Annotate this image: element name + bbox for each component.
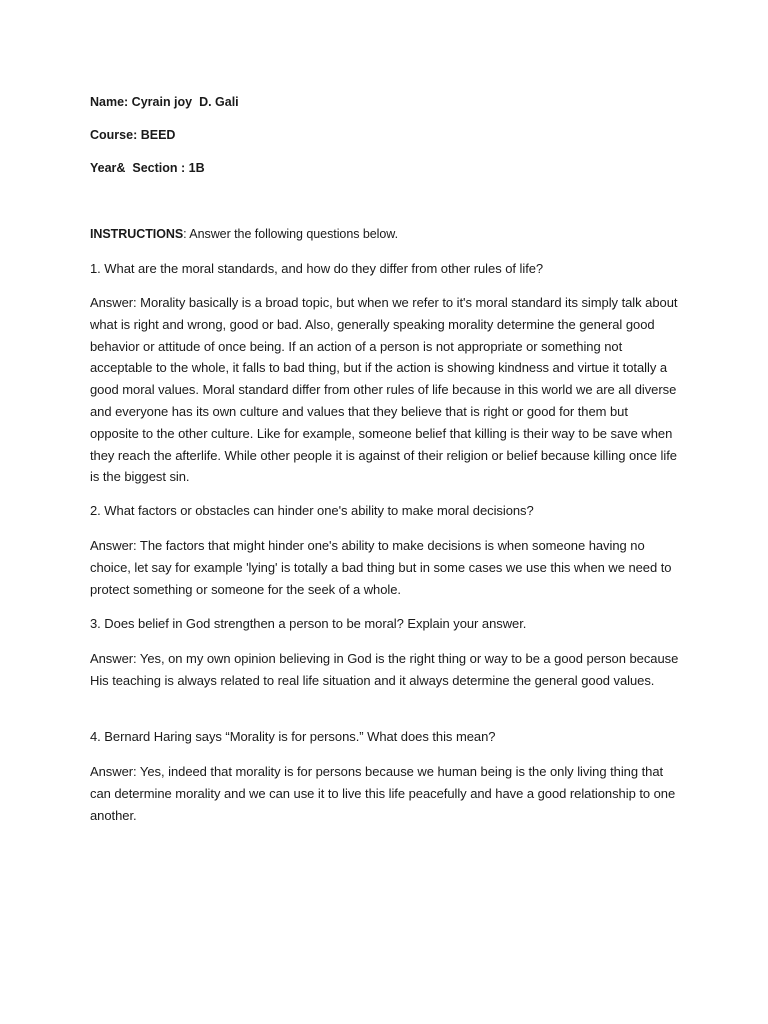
answer-3: Answer: Yes, on my own opinion believing in God is the right thing or way to be a good person because His teaching is always related to real life situation and it always determine the general good values. xyxy=(90,651,679,688)
question-4: 4. Bernard Haring says “Morality is for persons.” What does this mean? xyxy=(90,729,496,744)
student-year-section: Year& Section : 1B xyxy=(90,161,205,175)
answer-2: Answer: The factors that might hinder one's ability to make decisions is when someone having no choice, let say for example 'lying' is totally a bad thing but in some cases we use this when we need to protect something or someone for the seek of a whole. xyxy=(90,538,672,597)
answer-4: Answer: Yes, indeed that morality is for persons because we human being is the only living thing that can determine morality and we can use it to live this life peacefully and have a good relationship to one another. xyxy=(90,764,676,823)
answer-1: Answer: Morality basically is a broad topic, but when we refer to it's moral standard its simply talk about what is right and wrong, good or bad. Also, generally speaking morality determine the general good behavior or attitude of once being. If an action of a person is not appropriate or something not acceptable to the whole, it falls to bad thing, but if the action is showing kindness and virtue it totally a good moral values. Moral standard differ from other rules of life because in this world we are all diverse and everyone has its own culture and values that they believe that is right or good for them but opposite to the other culture. Like for example, someone belief that killing is their way to be save when they reach the afterlife. While other people it is against of their religion or belief because killing once life is the biggest sin. xyxy=(90,295,678,485)
instructions-label: INSTRUCTIONS xyxy=(90,227,184,241)
instructions xyxy=(90,224,680,246)
student-course: Course: BEED xyxy=(90,128,176,142)
question-2: 2. What factors or obstacles can hinder one's ability to make moral decisions? xyxy=(90,503,534,518)
question-1: 1. What are the moral standards, and how do they differ from other rules of life? xyxy=(90,261,544,276)
student-name: Name: Cyrain joy D. Gali xyxy=(90,95,239,109)
question-3: 3. Does belief in God strengthen a person to be moral? Explain your answer. xyxy=(90,616,527,631)
instructions-text: : Answer the following questions below. xyxy=(183,227,399,241)
